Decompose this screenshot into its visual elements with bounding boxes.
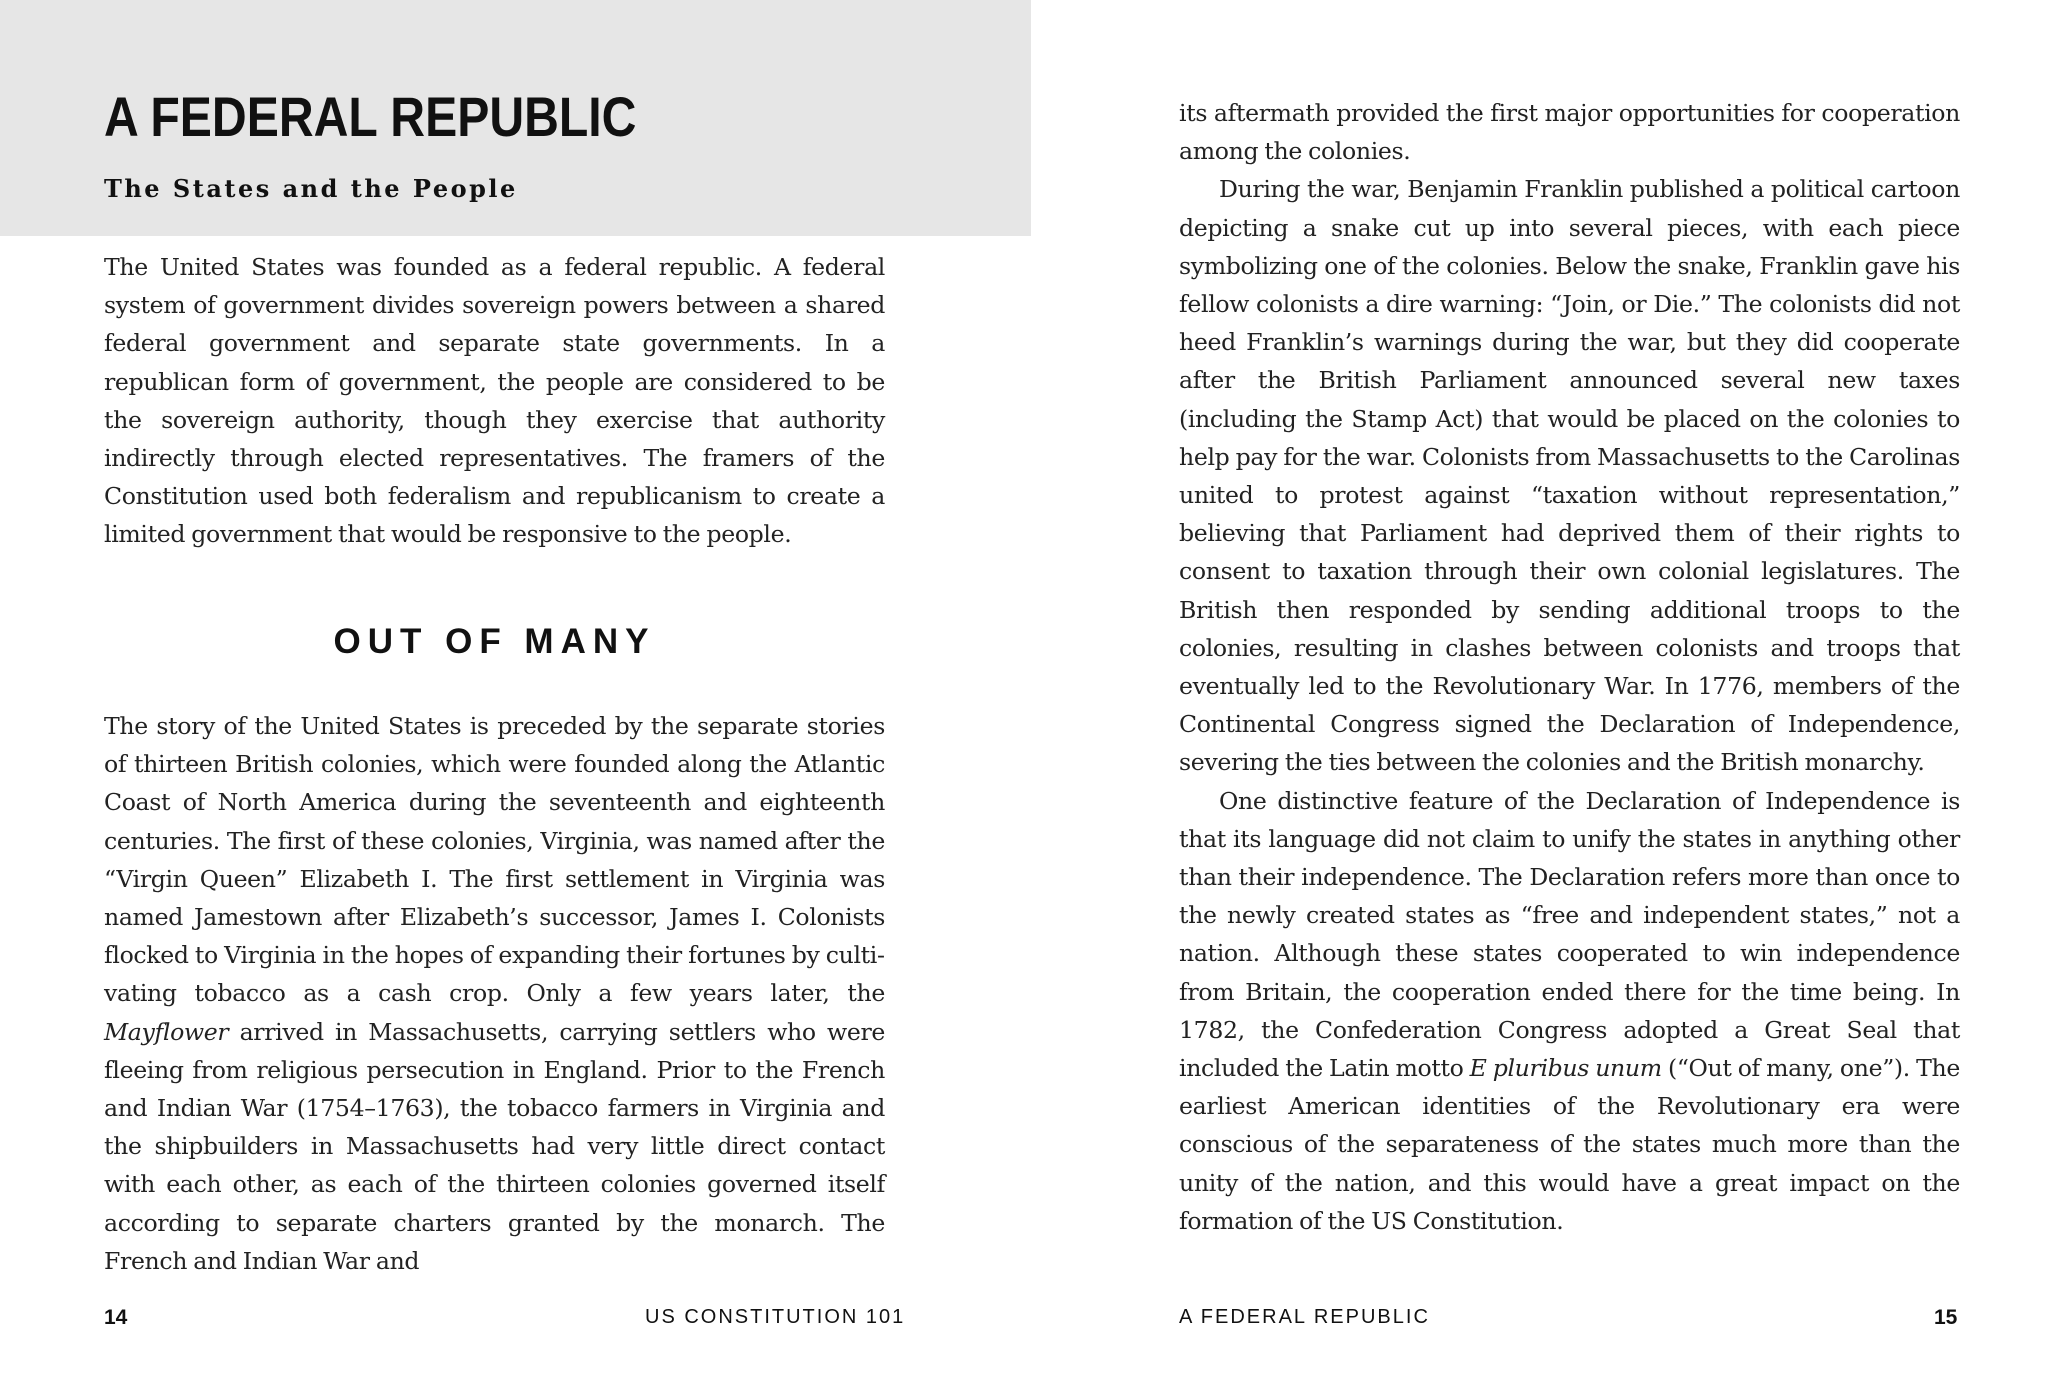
page-number-left: 14 [104,1306,128,1329]
declaration-text-part-a: One distinctive feature of the Declaration of Independence is that its language did not claim to unify the states in anything other than their independence. The Declaration refers more than once to the newly created states as “free and independent states,” not a nation. Although these states cooperated to win independence from Britain, the cooperation ended there for the time being. In 1782, the Confederation Congress adopted a Great Seal that included the Latin motto [1179,786,1960,1083]
franklin-paragraph: During the war, Benjamin Franklin published a political cartoon depicting a snake cut up into several pieces, with each piece symbolizing one of the colonies. Below the snake, Franklin gave his fellow colonists a dire warning: “Join, or Die.” The colonists did not heed Franklin’s warnings during the war, but they did cooperate after the British Parliament announced several new taxes (including the Stamp Act) that would be placed on the colonies to help pay for the war. Colonists from Massachusetts to the Carolinas united to protest against “taxation without representation,” believing that Parliament had deprived them of their rights to consent to taxation through their own colonial legislatures. The British then responded by sending additional troops to the colonies, resulting in clashes between colonists and troops that eventually led to the Revolutionary War. In 1776, members of the Continental Congress signed the Declaration of Independence, severing the ties between the colonies and the British monarchy. [1179,175,1960,777]
motto-italic: E pluribus unum [1469,1054,1662,1083]
continuation-paragraph: its aftermath provided the first major opportunities for cooperation among the colonies. [1179,99,1960,166]
story-text-part-b: arrived in Massachusetts, carrying settlers who were fleeing from religious persecution in England. Prior to the French and Indian War (1754–1763), the tobacco farmers in Virginia and the shipbuilders in Massachusetts had very little direct contact with each other, as each of the thirteen colonies governed itself according to separate charters granted by the monarch. The French and Indian War and [104,1017,885,1275]
story-text-part-a: The story of the United States is preceded by the separate stories of thirteen British colonies, which were founded along the Atlantic Coast of North America during the seventeenth and eighteenth centuries. The first of these colonies, Virginia, was named after the “Virgin Queen” Elizabeth I. The first settlement in Virginia was named Jamestown after Elizabeth’s successor, James I. Colonists flocked to Virginia in the hopes of expanding their fortunes by cultivating tobacco as a cash crop. Only a few years later, the [104,712,885,1008]
declaration-paragraph [1179,782,1960,1240]
chapter-subtitle: The States and the People [104,174,518,203]
story-italic-ship-name: Mayflower [104,1017,229,1046]
right-page-text [1179,94,1960,1240]
declaration-text-part-b: (“Out of many, one”). The earliest American identities of the Revolutionary era were conscious of the separateness of the states much more than the unity of the nation, and this would have a great impact on the formation of the US Constitution. [1179,1054,1960,1235]
running-head-left: US CONSTITUTION 101 [645,1306,906,1328]
story-paragraph [104,707,885,1280]
intro-paragraph: The United States was founded as a federal republic. A federal system of government divides sovereign powers between a shared federal government and separate state governments. In a republican form of government, the people are considered to be the sovereign authority, though they exercise that authority indirectly through elected representatives. The framers of the Constitution used both federalism and republicanism to create a limited government that would be responsive to the people. [104,253,885,549]
right-page [1031,0,2062,1400]
running-head-right: A FEDERAL REPUBLIC [1179,1306,1430,1328]
page-number-right: 15 [1934,1306,1958,1329]
chapter-title: A FEDERAL REPUBLIC [104,85,637,148]
section-heading: OUT OF MANY [333,622,656,661]
